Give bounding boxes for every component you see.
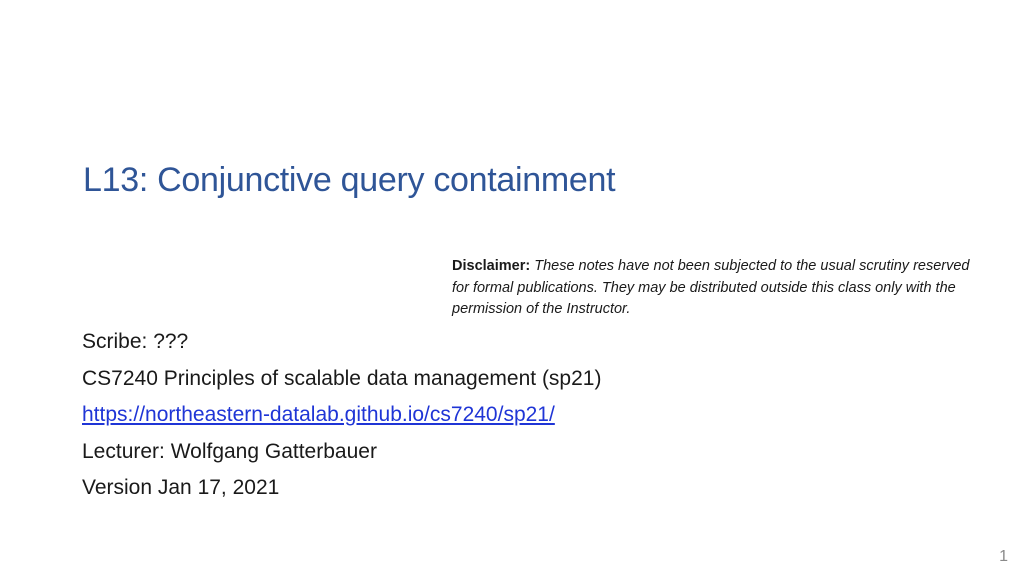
disclaimer [452, 256, 972, 321]
disclaimer-label: Disclaimer: [452, 258, 531, 274]
slide-title: L13: Conjunctive query containment [83, 161, 616, 199]
course-url-link[interactable]: https://northeastern-datalab.github.io/cs7240/sp21/ [82, 403, 555, 426]
course-line: CS7240 Principles of scalable data management (sp21) [82, 366, 602, 390]
slide-number: 1 [999, 548, 1008, 565]
lecturer-line: Lecturer: Wolfgang Gatterbauer [82, 439, 377, 463]
course-url-line [82, 397, 601, 434]
scribe-line: Scribe: ??? [82, 330, 189, 353]
version-line: Version Jan 17, 2021 [82, 476, 280, 499]
slide-info [82, 324, 601, 507]
disclaimer-text: These notes have not been subjected to the usual scrutiny reserved for formal publications. They may be distributed outside this class only with the permission of the Instructor. [452, 258, 970, 317]
